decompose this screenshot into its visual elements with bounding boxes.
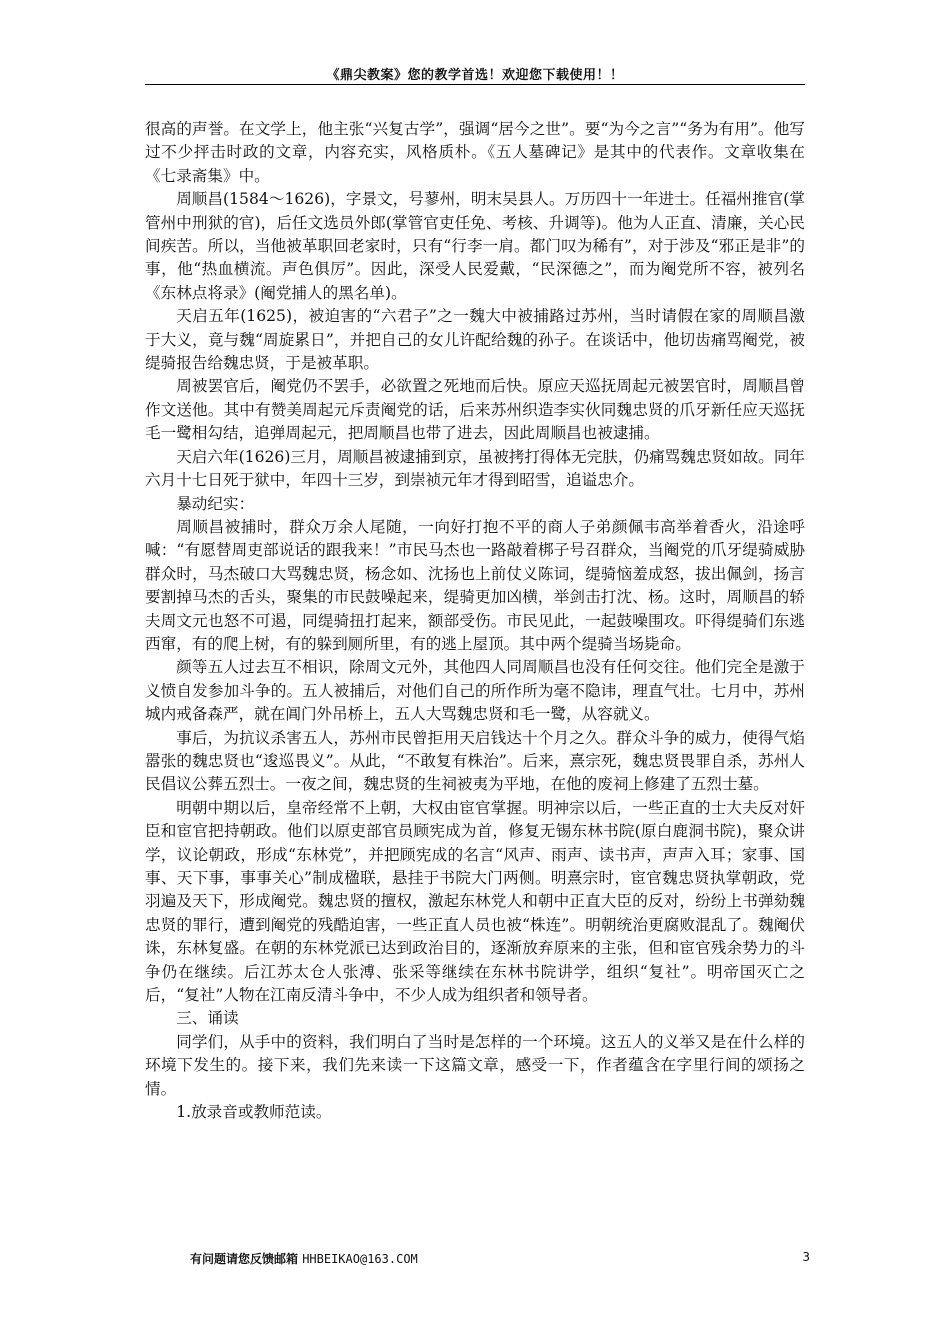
paragraph: 事后，为抗议杀害五人，苏州市民曾拒用天启钱达十个月之久。群众斗争的威力，使得气焰嚣张的魏忠贤也“逡巡畏义”。从此，“不敢复有株治”。后来，熹宗死，魏忠贤畏罪自杀，苏州人民倡议公葬五烈士。一夜之间，魏忠贤的生祠被夷为平地，在他的废祠上修建了五烈士墓。 xyxy=(145,728,805,794)
paragraph: 很高的声誉。在文学上，他主张“兴复古学”，强调“居今之世”。要“为今之言”“务为有用”。他写过不少抨击时政的文章，内容充实，风格质朴。《五人墓碑记》是其中的代表作。文章收集在《七录斋集》中。 xyxy=(145,120,805,185)
page-number: 3 xyxy=(802,1250,810,1264)
paragraph: 周顺昌(1584～1626)，字景文，号蓼州，明末吴县人。万历四十一年进士。任福州推官(掌管州中刑狱的官)，后任文选员外郎(掌管官吏任免、考核、升调等)。他为人正直、清廉，关心民间疾苦。所以，当他被革职回老家时，只有“行李一肩。都门叹为稀有”，对于涉及“邪正是非”的事，他“热血横流。声色俱厉”。因此，深受人民爱戴，“民深德之”，而为阉党所不容，被列名《东林点将录》(阉党捕人的黑名单)。 xyxy=(145,190,805,302)
paragraph: 天启六年(1626)三月，周顺昌被逮捕到京，虽被拷打得体无完肤，仍痛骂魏忠贤如故。同年六月十七日死于狱中，年四十三岁，到崇祯元年才得到昭雪，追谥忠介。 xyxy=(145,447,806,490)
list-item: 1.放录音或教师范读。 xyxy=(176,1103,332,1122)
page-footer xyxy=(190,1250,810,1267)
section-label: 暴动纪实： xyxy=(176,494,255,513)
paragraph: 同学们，从手中的资料，我们明白了当时是怎样的一个环境。这五人的义举又是在什么样的环境下发生的。接下来，我们先来读一下这篇文章，感受一下，作者蕴含在字里行间的颂扬之情。 xyxy=(145,1032,805,1098)
paragraph: 明朝中期以后，皇帝经常不上朝，大权由宦官掌握。明神宗以后，一些正直的士大夫反对奸臣和宦官把持朝政。他们以原吏部官员顾宪成为首，修复无锡东林书院(原白鹿洞书院)，聚众讲学，议论朝政，形成“东林党”，并把顾宪成的名言“风声、雨声、读书声，声声入耳；家事、国事、天下事，事事关心”制成楹联，悬挂于书院大门两侧。明熹宗时，宦官魏忠贤执掌朝政，党羽遍及天下，形成阉党。魏忠贤的擅权，激起东林党人和朝中正直大臣的反对，纷纷上书弹劾魏忠贤的罪行，遭到阉党的残酷迫害，一些正直人员也被“株连”。明朝统治更腐败混乱了。魏阉伏诛，东林复盛。在朝的东林党派已达到政治目的，逐渐放弃原来的主张，但和宦官残余势力的斗争仍在继续。后江苏太仓人张溥、张采等继续在东林书院讲学，组织“复社”。明帝国灭亡之后，“复社”人物在江南反清斗争中，不少人成为组织者和领导者。 xyxy=(145,798,805,1005)
paragraph: 颜等五人过去互不相识，除周文元外，其他四人同周顺昌也没有任何交往。他们完全是激于义愤自发参加斗争的。五人被捕后，对他们自己的所作所为毫不隐讳，理直气壮。七月中，苏州城内戒备森严，就在阊门外吊桥上，五人大骂魏忠贤和毛一鹭，从容就义。 xyxy=(145,658,805,724)
footer-label: 有问题请您反馈邮箱 xyxy=(190,1252,303,1266)
section-heading: 三、诵读 xyxy=(176,1009,239,1028)
footer-email: HHBEIKAO@163.COM xyxy=(302,1252,418,1266)
header-divider xyxy=(145,84,805,85)
document-body xyxy=(145,118,805,1124)
paragraph: 周被罢官后，阉党仍不罢手，必欲置之死地而后快。原应天巡抚周起元被罢官时，周顺昌曾作文送他。其中有赞美周起元斥责阉党的话，后来苏州织造李实伙同魏忠贤的爪牙新任应天巡抚毛一鹭相勾结，追弹周起元，把周顺昌也带了进去，因此周顺昌也被逮捕。 xyxy=(145,377,805,443)
paragraph: 周顺昌被捕时，群众万余人尾随，一向好打抱不平的商人子弟颜佩韦高举着香火，沿途呼喊：“有愿替周吏部说话的跟我来！”市民马杰也一路敲着梆子号召群众，当阉党的爪牙缇骑威胁群众时，马杰破口大骂魏忠贤，杨念如、沈扬也上前仗义陈词，缇骑恼羞成怒，拔出佩剑，扬言要割掉马杰的舌头，聚集的市民鼓噪起来，缇骑更加凶横，举剑击打沈、杨。这时，周顺昌的轿夫周文元也怒不可遏，同缇骑扭打起来，额部受伤。市民见此，一起鼓噪围攻。吓得缇骑们东逃西窜，有的爬上树，有的躲到厕所里，有的逃上屋顶。其中两个缇骑当场毙命。 xyxy=(145,517,805,653)
paragraph: 天启五年(1625)，被迫害的“六君子”之一魏大中被捕路过苏州，当时请假在家的周顺昌激于大义，竟与魏“周旋累日”，并把自己的女儿许配给魏的孙子。在谈话中，他切齿痛骂阉党，被缇骑报告给魏忠贤，于是被革职。 xyxy=(145,307,805,373)
page-header: 《鼎尖教案》您的教学首选！欢迎您下载使用！！ xyxy=(326,68,624,83)
